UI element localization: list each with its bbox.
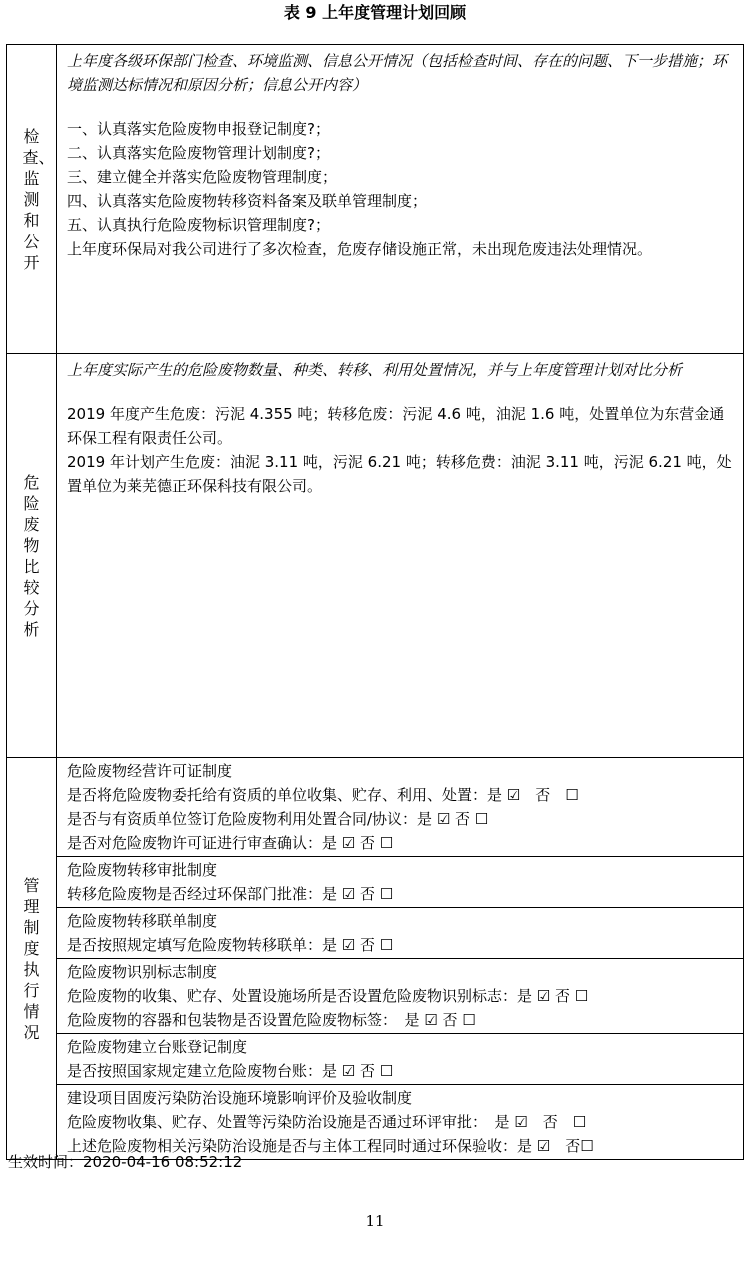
section-content — [57, 45, 744, 354]
system-heading: 危险废物转移审批制度 — [67, 861, 218, 879]
system-row — [57, 1085, 744, 1160]
section-label: 检查、监测和公开 — [7, 45, 57, 354]
section-comparison — [7, 354, 744, 758]
effective-time: 生效时间：2020-04-16 08:52:12 — [8, 1153, 243, 1171]
check-line: 危险废物的收集、贮存、处置设施场所是否设置危险废物识别标志：是 ☑ 否 ☐ — [67, 987, 589, 1005]
list-item: 二、认真落实危险废物管理计划制度?； — [67, 144, 330, 162]
section-system-group — [7, 908, 744, 959]
system-heading: 建设项目固废污染防治设施环境影响评价及验收制度 — [67, 1089, 413, 1107]
list-item: 一、认真落实危险废物申报登记制度?； — [67, 120, 330, 138]
check-line: 是否按照规定填写危险废物转移联单：是 ☑ 否 ☐ — [67, 936, 394, 954]
list-item: 五、认真执行危险废物标识管理制度?； — [67, 216, 330, 234]
review-table — [6, 44, 744, 1160]
section-system-group — [7, 857, 744, 908]
list-item: 2019 年度产生危废：污泥 4.355 吨；转移危废：污泥 4.6 吨，油泥 1.6 吨，处置单位为东营金通环保工程有限责任公司。 — [67, 405, 725, 447]
system-heading: 危险废物识别标志制度 — [67, 963, 218, 981]
check-line: 是否与有资质单位签订危险废物利用处置合同/协议：是 ☑ 否 ☐ — [67, 810, 489, 828]
section-system-group — [7, 959, 744, 1034]
check-line: 是否按照国家规定建立危险废物台账：是 ☑ 否 ☐ — [67, 1062, 394, 1080]
check-line: 危险废物的容器和包装物是否设置危险废物标签： 是 ☑ 否 ☐ — [67, 1011, 476, 1029]
list-item: 上年度环保局对我公司进行了多次检查，危废存储设施正常，未出现危废违法处理情况。 — [67, 240, 653, 258]
section-label: 管理制度执行情况 — [7, 758, 57, 1160]
check-line: 转移危险废物是否经过环保部门批准：是 ☑ 否 ☐ — [67, 885, 394, 903]
system-row — [57, 959, 744, 1034]
section-intro: 上年度各级环保部门检查、环境监测、信息公开情况（包括检查时间、存在的问题、下一步措施；环境监测达标情况和原因分析；信息公开内容） — [67, 52, 728, 94]
system-heading: 危险废物转移联单制度 — [67, 912, 218, 930]
section-system-group — [7, 1034, 744, 1085]
table-title: 表 9 上年度管理计划回顾 — [283, 3, 467, 22]
check-line: 是否将危险废物委托给有资质的单位收集、贮存、利用、处置：是 ☑ 否 ☐ — [67, 786, 579, 804]
system-row — [57, 908, 744, 959]
system-heading: 危险废物经营许可证制度 — [67, 762, 233, 780]
section-system-group — [7, 1085, 744, 1160]
check-line: 是否对危险废物许可证进行审查确认：是 ☑ 否 ☐ — [67, 834, 394, 852]
section-label: 危险废物比较分析 — [7, 354, 57, 758]
section-content — [57, 354, 744, 758]
system-row — [57, 857, 744, 908]
system-row — [57, 758, 744, 857]
system-row — [57, 1034, 744, 1085]
check-line: 上述危险废物相关污染防治设施是否与主体工程同时通过环保验收：是 ☑ 否☐ — [67, 1137, 594, 1155]
list-item: 四、认真落实危险废物转移资料备案及联单管理制度； — [67, 192, 428, 210]
section-system-group — [7, 758, 744, 857]
page-number: 11 — [365, 1212, 385, 1230]
section-inspection — [7, 45, 744, 354]
list-item: 三、建立健全并落实危险废物管理制度； — [67, 168, 338, 186]
system-heading: 危险废物建立台账登记制度 — [67, 1038, 248, 1056]
section-intro: 上年度实际产生的危险废物数量、种类、转移、利用处置情况，并与上年度管理计划对比分析 — [67, 361, 683, 379]
check-line: 危险废物收集、贮存、处置等污染防治设施是否通过环评审批： 是 ☑ 否 ☐ — [67, 1113, 587, 1131]
list-item: 2019 年计划产生危废：油泥 3.11 吨，污泥 6.21 吨；转移危费：油泥 3.11 吨，污泥 6.21 吨，处置单位为莱芜德正环保科技有限公司。 — [67, 453, 732, 495]
